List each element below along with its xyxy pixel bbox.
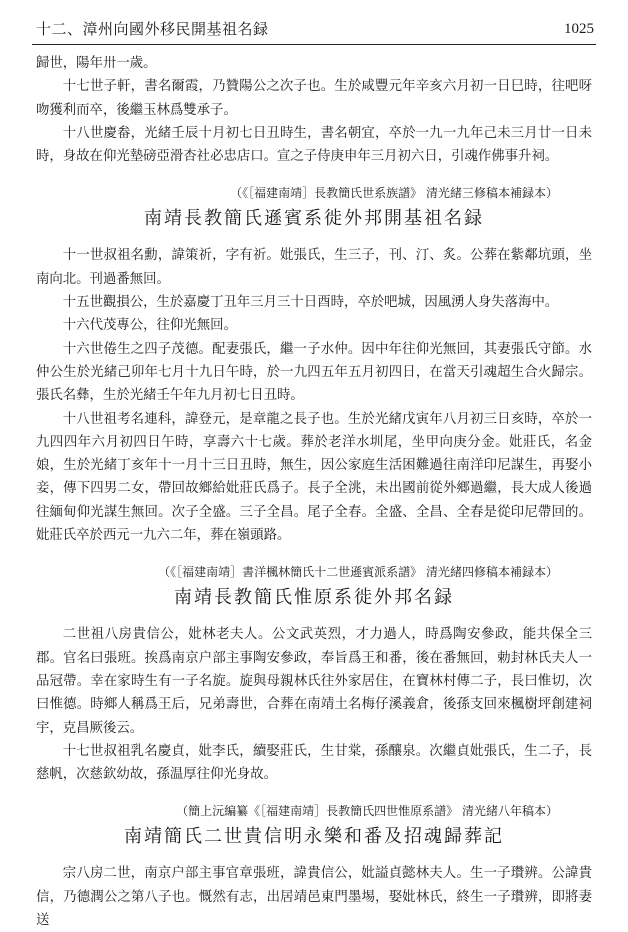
- section-title: 南靖簡氏二世貴信明永樂和番及招魂歸葬記: [124, 826, 504, 848]
- paragraph: 十七世叔祖乳名慶貞，妣李氏，續娶莊氏，生甘棠，孫釀泉。次繼貞妣張氏，生二子，長慈帆，次慈欽幼故，孫温厚往仰光身故。: [36, 743, 592, 783]
- section-title: 南靖長教簡氏惟原系徙外邦名録: [174, 587, 454, 609]
- paragraph: 十六代茂專公，往仰光無回。: [62, 318, 237, 334]
- paragraph: 十五世觀損公，生於嘉慶丁丑年三月三十日酉時，卒於吧城，因風湧人身失落海中。: [62, 295, 559, 311]
- paragraph: 十八世祖考名連科，諱登元，是章龍之長子也。生於光緒戊寅年八月初三日亥時，卒於一九四四年六月初四日午時，享壽六十七歲。葬於老洋水圳尾，坐甲向庚分金。妣莊氏，名金娘，生於光緒丁亥年十一月十三日丑時，無生，因公家庭生活困難過往南洋印尼謀生，再娶小妾，傳下四男二女，帶回故鄉給妣莊氏爲子。長子全洮，未出國前從外鄉過繼，長大成人後過往緬甸仰光謀生無回。次子全盛。三子全昌。尾子全春。全盛、全昌、全春是從印尼帶回的。妣莊氏卒於西元一九六二年，葬在嶺頭路。: [36, 411, 592, 544]
- paragraph: 十七世子軒，書名爾霞，乃贊陽公之次子也。生於咸豐元年辛亥六月初一日巳時，往吧呀吻獲利而卒，後繼玉林爲雙承子。: [36, 79, 592, 118]
- chapter-title: 十二、漳州向國外移民開基祖名録: [36, 20, 269, 38]
- source-citation: （《［福建南靖］書洋楓林簡氏十二世遜賓派系譜》 清光緒四修稿本補録本）: [158, 565, 558, 580]
- paragraph: 十六世倦生之四子茂德。配妻張氏，繼一子水仲。因中年往仰光無回，其妻張氏守節。水仲公生於光緒己卯年七月十九日午時，於一九四五年五月初四日，在當天引魂超生合火歸宗。張氏名彝，生於光緒壬午年九月初七日丑時。: [36, 341, 592, 404]
- source-citation: （簡上沅編纂《［福建南靖］長教簡氏四世惟原系譜》 清光緒八年稿本）: [176, 804, 558, 819]
- section-title: 南靖長教簡氏遜賓系徙外邦開基祖名録: [144, 208, 484, 230]
- running-header: [32, 16, 596, 45]
- source-citation: （《［福建南靖］長教簡氏世系族譜》 清光緒三修稿本補録本）: [230, 186, 558, 201]
- paragraph: 宗八房二世，南京户部主事官章張班，諱貴信公，妣謚貞懿林夫人。生一子瓚辨。公諱貴信，乃德潤公之第八子也。慨然有志，出居靖邑東門墨埸，娶妣林氏，終生一子瓚辨，即將妻送: [36, 866, 592, 929]
- paragraph: 十八世慶畚，光緒壬辰十月初七日丑時生，書名朝宜，卒於一九一九年己未三月廿一日未時，身故在仰光墊磅亞滑杏社必忠店口。宣之子侍庚申年三月初六日，引魂作佛事升祠。: [36, 125, 592, 165]
- paragraph: 十一世叔祖名勳，諱策祈，字有祈。妣張氏，生三子，刊、汀、炙。公葬在紫鄰坑頭，坐南向北。刊過番無回。: [36, 248, 592, 287]
- page-body: [36, 52, 592, 932]
- paragraph: 歸世，陽年卅一歲。: [36, 56, 157, 71]
- page-number: 1025: [564, 21, 594, 37]
- paragraph: 二世祖八房貴信公，妣林老夫人。公文武英烈，才力過人，時爲陶安參政，能共保全三郡。官名曰張班。挨爲南京户部主事陶安參政，奉旨爲王和番，後在番無回，勅封林氏夫人一品冠帶。幸在家時生有一子名旋。旋與母親林氏往外家居住，在寶林村傳二子，長曰惟切，次曰惟德。時鄉人稱爲王后，兄弟壽世，合葬在南靖土名梅仔溪義倉，後孫支回來楓樹坪創建祠宇，克昌厥後云。: [36, 627, 592, 736]
